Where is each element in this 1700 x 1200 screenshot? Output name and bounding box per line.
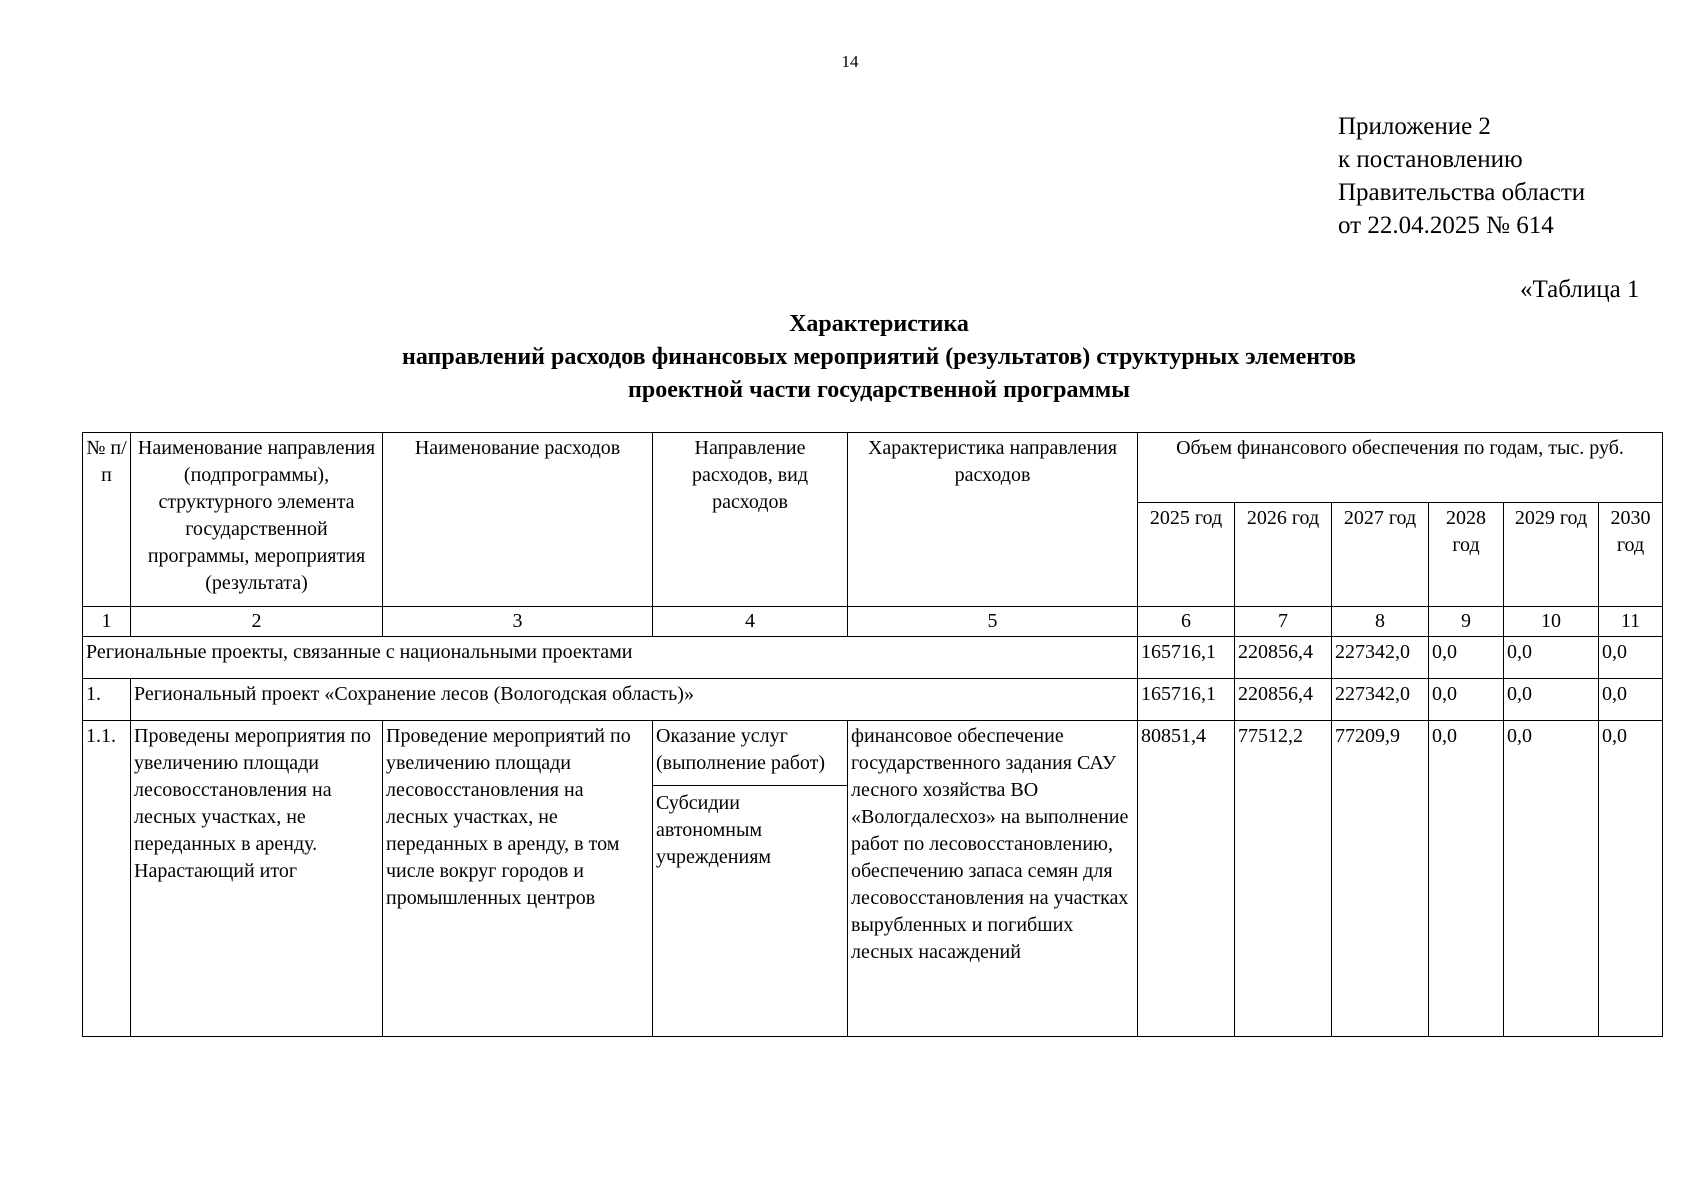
header-expense-type: Направление расходов, вид расходов bbox=[653, 433, 848, 607]
appendix-line: от 22.04.2025 № 614 bbox=[1338, 212, 1554, 239]
value-cell: 80851,4 bbox=[1138, 721, 1235, 1037]
column-number: 2 bbox=[131, 607, 383, 637]
table-row bbox=[83, 679, 1663, 721]
value-cell: 0,0 bbox=[1429, 637, 1504, 679]
header-year: 2029 год bbox=[1504, 503, 1599, 607]
value-cell: 0,0 bbox=[1599, 721, 1663, 1037]
expense-type-bottom: Субсидии автономным учреждениям bbox=[656, 792, 772, 868]
row-label: Региональные проекты, связанные с национальными проектами bbox=[83, 637, 1138, 679]
value-cell: 220856,4 bbox=[1235, 679, 1332, 721]
expense-name-cell: Проведение мероприятий по увеличению площади лесовосстановления на лесных участках, не переданных в аренду, в том числе вокруг городов и промышленных центров bbox=[383, 721, 653, 1037]
column-number: 10 bbox=[1504, 607, 1599, 637]
column-number: 6 bbox=[1138, 607, 1235, 637]
column-number: 7 bbox=[1235, 607, 1332, 637]
title-line: Характеристика bbox=[789, 311, 969, 337]
header-expense-name: Наименование расходов bbox=[383, 433, 653, 607]
header-year: 2030 год bbox=[1599, 503, 1663, 607]
value-cell: 165716,1 bbox=[1138, 637, 1235, 679]
appendix-line: Приложение 2 bbox=[1338, 113, 1491, 140]
column-number: 5 bbox=[848, 607, 1138, 637]
row-label: Региональный проект «Сохранение лесов (Вологодская область)» bbox=[131, 679, 1138, 721]
table-row bbox=[83, 721, 1663, 1037]
appendix-note bbox=[1338, 110, 1585, 242]
column-number: 1 bbox=[83, 607, 131, 637]
header-year: 2028 год bbox=[1429, 503, 1504, 607]
header-volume: Объем финансового обеспечения по годам, тыс. руб. bbox=[1138, 433, 1663, 503]
title-line: направлений расходов финансовых мероприятий (результатов) структурных элементов bbox=[402, 344, 1356, 370]
value-cell: 165716,1 bbox=[1138, 679, 1235, 721]
page-number: 14 bbox=[841, 52, 859, 71]
column-number: 4 bbox=[653, 607, 848, 637]
header-num: № п/п bbox=[83, 433, 131, 607]
value-cell: 0,0 bbox=[1504, 637, 1599, 679]
value-cell: 0,0 bbox=[1599, 679, 1663, 721]
expense-type-cell bbox=[653, 721, 848, 1037]
value-cell: 0,0 bbox=[1429, 721, 1504, 1037]
title-line: проектной части государственной программы bbox=[628, 377, 1130, 403]
table-label: «Таблица 1 bbox=[1520, 276, 1640, 303]
appendix-line: к постановлению bbox=[1338, 146, 1523, 173]
header-year: 2026 год bbox=[1235, 503, 1332, 607]
document-title bbox=[0, 308, 1700, 407]
column-number: 3 bbox=[383, 607, 653, 637]
value-cell: 77209,9 bbox=[1332, 721, 1429, 1037]
value-cell: 0,0 bbox=[1429, 679, 1504, 721]
expense-type-top: Оказание услуг (выполнение работ) bbox=[653, 723, 847, 786]
value-cell: 227342,0 bbox=[1332, 679, 1429, 721]
column-number: 9 bbox=[1429, 607, 1504, 637]
value-cell: 227342,0 bbox=[1332, 637, 1429, 679]
characteristic-cell: финансовое обеспечение государственного задания САУ лесного хозяйства ВО «Вологдалесхоз» на выполнение работ по лесовосстановлению, обеспечению запаса семян для лесовосстановления на участках вырубленных и погибших лесных насаждений bbox=[848, 721, 1138, 1037]
value-cell: 77512,2 bbox=[1235, 721, 1332, 1037]
appendix-line: Правительства области bbox=[1338, 179, 1586, 206]
value-cell: 0,0 bbox=[1599, 637, 1663, 679]
header-year: 2027 год bbox=[1332, 503, 1429, 607]
value-cell: 0,0 bbox=[1504, 679, 1599, 721]
row-number: 1.1. bbox=[83, 721, 131, 1037]
expenses-table bbox=[82, 432, 1663, 1037]
column-number: 11 bbox=[1599, 607, 1663, 637]
header-characteristic: Характеристика направления расходов bbox=[848, 433, 1138, 607]
direction-cell: Проведены мероприятия по увеличению площади лесовосстановления на лесных участках, не переданных в аренду. Нарастающий итог bbox=[131, 721, 383, 1037]
header-direction: Наименование направления (подпрограммы), структурного элемента государственной программы, мероприятия (результата) bbox=[131, 433, 383, 607]
value-cell: 220856,4 bbox=[1235, 637, 1332, 679]
column-number: 8 bbox=[1332, 607, 1429, 637]
row-number: 1. bbox=[83, 679, 131, 721]
table-row bbox=[83, 637, 1663, 679]
header-year: 2025 год bbox=[1138, 503, 1235, 607]
value-cell: 0,0 bbox=[1504, 721, 1599, 1037]
